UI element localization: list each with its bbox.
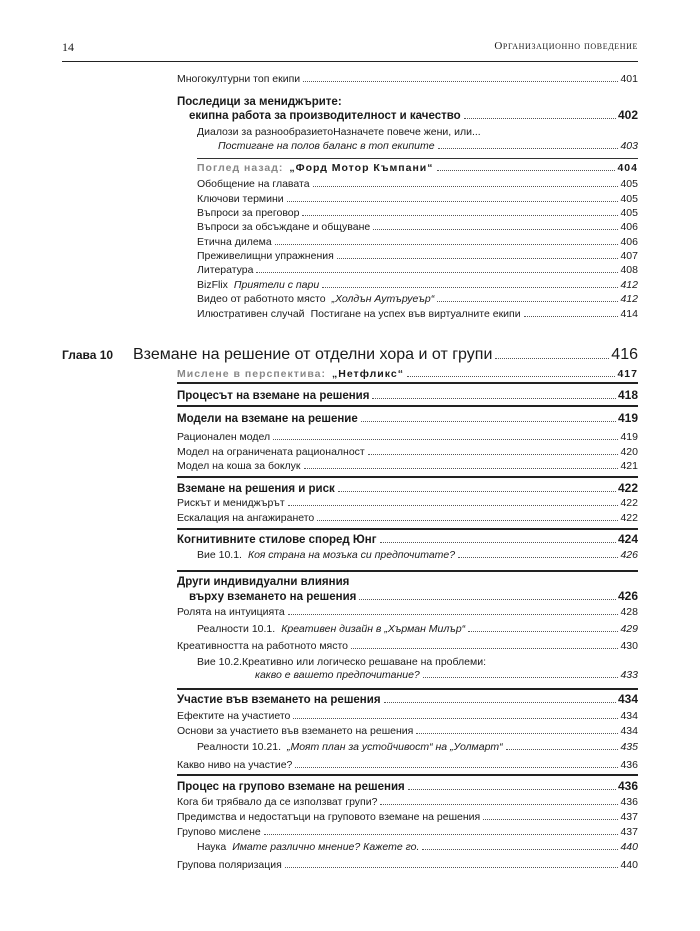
toc-page: 436 <box>620 759 638 771</box>
toc-page: 429 <box>620 623 638 635</box>
toc-entry[interactable] <box>177 606 638 619</box>
toc-section-title: Процесът на вземане на решения <box>177 390 370 402</box>
leader-dots <box>438 148 619 149</box>
feature-title: Постигане на успех във виртуалните екипи <box>310 308 521 320</box>
feature-title: „Холдън Аутъруеър“ <box>331 293 435 305</box>
toc-section-entry[interactable] <box>189 109 638 123</box>
toc-page: 426 <box>617 589 638 603</box>
leader-dots <box>359 599 616 600</box>
toc-feature-entry[interactable] <box>197 126 481 139</box>
toc-entry-title: Литература <box>197 264 254 276</box>
toc-page: 403 <box>620 140 638 152</box>
feature-label: Вие 10.2. <box>197 656 242 668</box>
leader-dots <box>380 804 618 805</box>
toc-page: 436 <box>620 796 638 808</box>
leader-dots <box>287 201 619 202</box>
page-header <box>62 40 638 58</box>
toc-section-entry[interactable] <box>177 693 638 707</box>
toc-page: 440 <box>620 841 638 853</box>
running-title: Организационно поведение <box>494 40 638 52</box>
feature-label: Илюстративен случай <box>197 308 305 320</box>
toc-section-title: Модели на вземане на решение <box>177 413 358 425</box>
toc-page: 401 <box>620 73 638 85</box>
section-divider <box>177 688 638 690</box>
chapter-label: Глава 10 <box>62 348 114 362</box>
header-rule <box>62 61 638 62</box>
leader-dots <box>407 376 616 377</box>
toc-entry-title: Ефектите на участието <box>177 710 291 722</box>
toc-page: 421 <box>620 460 638 472</box>
toc-page: 424 <box>617 532 638 546</box>
section-divider <box>177 528 638 530</box>
toc-feature-entry[interactable] <box>197 623 638 636</box>
toc-page: 412 <box>620 279 638 291</box>
toc-page: 402 <box>617 108 638 122</box>
toc-entry[interactable] <box>177 73 638 86</box>
toc-page: 419 <box>617 411 638 425</box>
toc-page: 417 <box>617 368 638 380</box>
toc-entry[interactable] <box>177 431 638 444</box>
leader-dots <box>458 557 618 558</box>
leader-dots <box>468 631 618 632</box>
toc-entry-title: Етична дилема <box>197 236 272 248</box>
toc-feature-entry[interactable] <box>197 293 638 306</box>
toc-entry[interactable] <box>197 207 638 220</box>
toc-page: 437 <box>620 826 638 838</box>
toc-page: 434 <box>617 692 638 706</box>
leader-dots <box>293 718 618 719</box>
toc-entry[interactable] <box>197 178 638 191</box>
leader-dots <box>422 849 618 850</box>
feature-title: Назначете повече жени, или... <box>333 126 481 138</box>
feature-title: Креативен дизайн в „Хърман Милър“ <box>281 623 466 635</box>
leader-dots <box>464 118 616 119</box>
leader-dots <box>372 398 616 399</box>
toc-entry-title: Модел на ограничената рационалност <box>177 446 365 458</box>
toc-review-entry[interactable] <box>197 162 638 175</box>
toc-entry[interactable] <box>197 193 638 206</box>
leader-dots <box>337 258 619 259</box>
chapter-page: 416 <box>611 346 638 363</box>
perspective-title: „Нетфликс“ <box>332 368 404 380</box>
feature-label: Наука <box>197 841 227 853</box>
toc-entry[interactable] <box>177 796 638 809</box>
toc-section-entry[interactable] <box>177 533 638 547</box>
toc-feature-entry[interactable] <box>197 308 638 321</box>
toc-section-entry[interactable] <box>177 389 638 403</box>
toc-page: 428 <box>620 606 638 618</box>
toc-page: 414 <box>620 308 638 320</box>
feature-label: Вие 10.1. <box>197 549 242 561</box>
toc-section-title: екипна работа за производителност и качество <box>189 110 461 122</box>
toc-page: 434 <box>620 725 638 737</box>
toc-entry-title: Въпроси за обсъждане и общуване <box>197 221 371 233</box>
leader-dots <box>304 468 619 469</box>
toc-page: 408 <box>620 264 638 276</box>
toc-section-title[interactable]: Последици за мениджърите: <box>177 96 342 108</box>
section-divider <box>177 476 638 478</box>
toc-entry-title: Модел на коша за боклук <box>177 460 301 472</box>
section-divider <box>177 570 638 572</box>
toc-entry-title: Групово мислене <box>177 826 261 838</box>
toc-entry[interactable] <box>197 264 638 277</box>
toc-entry-title: Кога би трябвало да се използват групи? <box>177 796 378 808</box>
leader-dots <box>437 170 616 171</box>
section-divider <box>197 158 638 159</box>
toc-section-entry[interactable] <box>189 590 638 604</box>
toc-page: 405 <box>620 193 638 205</box>
toc-feature-entry[interactable] <box>197 279 638 292</box>
toc-page: 419 <box>620 431 638 443</box>
leader-dots <box>264 834 619 835</box>
leader-dots <box>322 287 618 288</box>
feature-title: Имате различно мнение? Кажете го. <box>232 841 420 853</box>
toc-page: 422 <box>617 481 638 495</box>
toc-entry[interactable] <box>197 250 638 263</box>
leader-dots <box>416 733 618 734</box>
toc-entry-title: Рискът и мениджърът <box>177 497 285 509</box>
toc-section-entry[interactable] <box>177 412 638 426</box>
leader-dots <box>288 505 619 506</box>
toc-page: 433 <box>620 669 638 681</box>
leader-dots <box>423 677 619 678</box>
chapter-entry[interactable] <box>133 345 638 365</box>
feature-label: Видео от работното място <box>197 293 326 305</box>
toc-page: 440 <box>620 859 638 871</box>
chapter-title: Вземане на решение от отделни хора и от групи <box>133 346 493 363</box>
leader-dots <box>285 867 619 868</box>
toc-feature-entry[interactable] <box>197 656 486 669</box>
toc-entry[interactable] <box>177 640 638 653</box>
feature-label: Диалози за разнообразието <box>197 126 334 138</box>
feature-label: Реалности 10.21. <box>197 741 282 753</box>
toc-entry-title: Обобщение на главата <box>197 178 310 190</box>
toc-page: 426 <box>620 549 638 561</box>
leader-dots <box>303 81 618 82</box>
leader-dots <box>483 819 618 820</box>
review-title: „Форд Мотор Къмпани“ <box>289 162 434 174</box>
page-number: 14 <box>62 40 74 54</box>
leader-dots <box>384 702 616 703</box>
toc-entry-title: Креативността на работното място <box>177 640 349 652</box>
leader-dots <box>302 215 618 216</box>
feature-label: BizFlix <box>197 279 228 291</box>
perspective-label: Мислене в перспектива: <box>177 368 327 380</box>
toc-entry-title: Предимства и недостатъци на груповото вземане на решения <box>177 811 481 823</box>
toc-page: 405 <box>620 178 638 190</box>
feature-title: Коя страна на мозъка си предпочитате? <box>247 549 456 561</box>
toc-section-title: Вземане на решения и риск <box>177 483 335 495</box>
leader-dots <box>338 491 616 492</box>
leader-dots <box>295 767 618 768</box>
leader-dots <box>256 272 618 273</box>
toc-feature-entry[interactable] <box>218 140 638 153</box>
toc-entry[interactable] <box>177 710 638 723</box>
toc-entry-title: Многокултурни топ екипи <box>177 73 301 85</box>
toc-entry-title: Ролята на интуицията <box>177 606 285 618</box>
review-label: Поглед назад: <box>197 162 284 174</box>
toc-page: 407 <box>620 250 638 262</box>
toc-page: 434 <box>620 710 638 722</box>
feature-title: Приятели с пари <box>233 279 320 291</box>
toc-perspective-entry[interactable] <box>177 368 638 381</box>
toc-page: 404 <box>617 162 638 174</box>
toc-entry[interactable] <box>177 446 638 459</box>
feature-title: Постигане на полов баланс в топ екипите <box>218 140 435 152</box>
feature-title: какво е вашето предпочитание? <box>255 669 420 681</box>
toc-entry[interactable] <box>177 497 638 510</box>
leader-dots <box>361 421 616 422</box>
toc-entry-title: Ключови термини <box>197 193 284 205</box>
toc-page: 412 <box>620 293 638 305</box>
toc-section-entry[interactable] <box>177 482 638 496</box>
toc-entry-title: Групова поляризация <box>177 859 282 871</box>
toc-page: 405 <box>620 207 638 219</box>
toc-entry-title: Преживелищни упражнения <box>197 250 334 262</box>
toc-entry[interactable] <box>197 221 638 234</box>
section-divider <box>177 405 638 407</box>
leader-dots <box>506 749 619 750</box>
toc-entry[interactable] <box>177 460 638 473</box>
feature-title: „Моят план за устойчивост“ на „Уолмарт“ <box>287 741 503 753</box>
toc-entry[interactable] <box>177 826 638 839</box>
toc-entry-title: Рационален модел <box>177 431 271 443</box>
toc-entry-title: Ескалация на ангажирането <box>177 512 315 524</box>
toc-entry-title: Основи за участието във вземането на решения <box>177 725 414 737</box>
feature-title: Креативно или логическо решаване на проблеми: <box>241 656 487 668</box>
leader-dots <box>368 454 619 455</box>
toc-page: 422 <box>620 512 638 524</box>
toc-entry[interactable] <box>197 236 638 249</box>
feature-label: Реалности 10.1. <box>197 623 276 635</box>
toc-section-entry[interactable] <box>177 780 638 794</box>
toc-page: 420 <box>620 446 638 458</box>
toc-section-title: върху вземането на решения <box>189 591 357 603</box>
toc-entry[interactable] <box>177 725 638 738</box>
leader-dots <box>437 301 618 302</box>
toc-entry-title: Какво ниво на участие? <box>177 759 293 771</box>
toc-section-title: Участие във вземането на решения <box>177 694 381 706</box>
toc-section-title: Когнитивните стилове според Юнг <box>177 534 377 546</box>
leader-dots <box>524 316 619 317</box>
leader-dots <box>351 648 618 649</box>
toc-entry-title: Въпроси за преговор <box>197 207 300 219</box>
toc-section-title[interactable]: Други индивидуални влияния <box>177 576 350 588</box>
toc-feature-entry[interactable] <box>197 549 638 562</box>
toc-page: 422 <box>620 497 638 509</box>
toc-page: 437 <box>620 811 638 823</box>
toc-page: 406 <box>620 221 638 233</box>
toc-page: 435 <box>620 741 638 753</box>
toc-page: 418 <box>617 388 638 402</box>
leader-dots <box>313 186 619 187</box>
leader-dots <box>288 614 619 615</box>
toc-page: 406 <box>620 236 638 248</box>
leader-dots <box>408 789 616 790</box>
leader-dots <box>373 229 618 230</box>
section-divider <box>177 382 638 384</box>
leader-dots <box>495 358 609 359</box>
toc-entry[interactable] <box>177 512 638 525</box>
leader-dots <box>273 439 618 440</box>
toc-feature-entry[interactable] <box>197 741 638 754</box>
toc-entry[interactable] <box>177 759 638 772</box>
toc-page: 430 <box>620 640 638 652</box>
leader-dots <box>317 520 618 521</box>
leader-dots <box>275 244 619 245</box>
toc-feature-entry[interactable] <box>197 841 638 854</box>
toc-section-title: Процес на групово вземане на решения <box>177 781 405 793</box>
toc-page: 436 <box>617 779 638 793</box>
toc-entry[interactable] <box>177 811 638 824</box>
leader-dots <box>380 542 616 543</box>
toc-entry[interactable] <box>177 859 638 872</box>
toc-feature-entry[interactable] <box>255 669 638 682</box>
section-divider <box>177 774 638 776</box>
